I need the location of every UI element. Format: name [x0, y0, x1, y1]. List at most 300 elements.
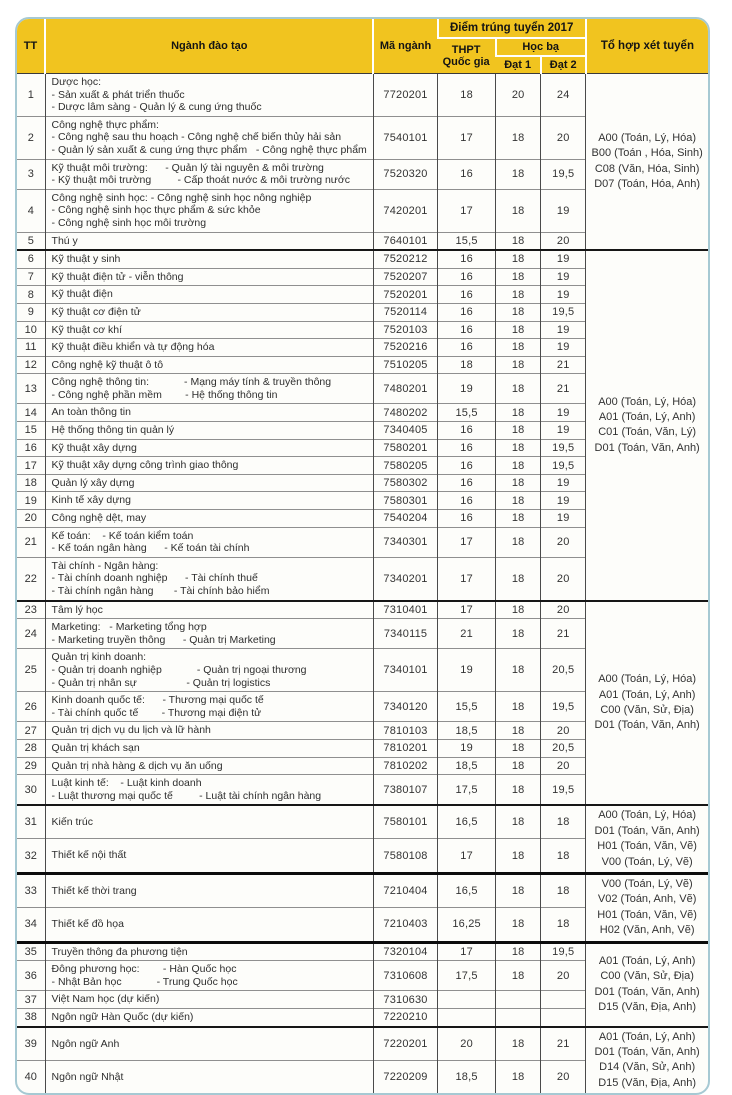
score-dat1-cell: 18: [496, 805, 541, 839]
major-cell: [45, 510, 373, 528]
major-code-cell: 7340201: [373, 557, 437, 600]
score-dat1-cell: 18: [496, 404, 541, 422]
major-line: Kế toán: - Kế toán kiểm toán: [51, 529, 194, 542]
row-number-cell: 15: [17, 422, 45, 440]
major-line: Công nghệ dệt, may: [51, 512, 147, 525]
major-line: - Tài chính doanh nghiệp - Tài chính thuế: [51, 572, 258, 585]
combo-line: D01 (Toán, Văn, Anh): [594, 824, 700, 837]
major-code-cell: 7580302: [373, 474, 437, 492]
score-dat1-cell: 18: [496, 757, 541, 775]
combo-line: D01 (Toán, Văn, Anh): [594, 441, 700, 454]
combo-line: A00 (Toán, Lý, Hóa): [598, 395, 697, 408]
score-dat2-cell: 19,5: [541, 457, 586, 475]
score-dat1-cell: 18: [496, 1061, 541, 1093]
major-code-cell: 7340120: [373, 692, 437, 722]
major-cell: [45, 250, 373, 268]
score-dat2-cell: 19,5: [541, 775, 586, 806]
combo-line: A00 (Toán, Lý, Hóa): [598, 673, 697, 686]
major-cell: [45, 991, 373, 1009]
major-code-cell: 7210403: [373, 908, 437, 942]
row-number-cell: 28: [17, 739, 45, 757]
major-cell: [45, 1061, 373, 1093]
table-row: [17, 805, 708, 839]
score-thpt-cell: 18: [438, 356, 496, 374]
score-dat2-cell: 19: [541, 474, 586, 492]
score-dat2-cell: 20: [541, 116, 586, 159]
row-number-cell: 32: [17, 839, 45, 874]
row-number-cell: 33: [17, 873, 45, 907]
major-cell: [45, 908, 373, 942]
score-thpt-cell: 20: [438, 1027, 496, 1061]
major-cell: [45, 1027, 373, 1061]
score-dat2-cell: 18: [541, 805, 586, 839]
score-dat2-cell: [541, 991, 586, 1009]
combo-line: D01 (Toán, Văn, Anh): [594, 985, 700, 998]
row-number-cell: 31: [17, 805, 45, 839]
major-line: Thiết kế đồ họa: [51, 918, 124, 931]
score-dat1-cell: 18: [496, 510, 541, 528]
major-code-cell: 7210404: [373, 873, 437, 907]
score-thpt-cell: 16: [438, 268, 496, 286]
score-thpt-cell: 18,5: [438, 1061, 496, 1093]
major-code-cell: 7310608: [373, 961, 437, 991]
combo-line: V00 (Toán, Lý, Vẽ): [601, 877, 693, 890]
major-line: Kỹ thuật điện: [51, 288, 113, 301]
combo-cell: [586, 873, 708, 942]
admission-table-container: [15, 17, 710, 1095]
row-number-cell: 12: [17, 356, 45, 374]
score-dat2-cell: 19: [541, 189, 586, 232]
major-line: Việt Nam học (dự kiến): [51, 993, 160, 1006]
score-dat1-cell: 18: [496, 321, 541, 339]
major-line: Kỹ thuật cơ khí: [51, 323, 123, 336]
major-code-cell: 7310630: [373, 991, 437, 1009]
score-dat2-cell: 20: [541, 527, 586, 557]
score-thpt-cell: 16: [438, 303, 496, 321]
combo-cell: [586, 74, 708, 251]
major-line: - Kế toán ngân hàng - Kế toán tài chính: [51, 542, 250, 555]
combo-line: A00 (Toán, Lý, Hóa): [598, 131, 697, 144]
row-number-cell: 29: [17, 757, 45, 775]
score-thpt-cell: 16: [438, 510, 496, 528]
admission-score-table: [17, 19, 708, 1093]
major-code-cell: 7220209: [373, 1061, 437, 1093]
major-code-cell: 7510205: [373, 356, 437, 374]
combo-line: D15 (Văn, Địa, Anh): [598, 1076, 697, 1089]
score-thpt-cell: 16,5: [438, 873, 496, 907]
major-cell: [45, 492, 373, 510]
major-line: Kỹ thuật cơ điện tử: [51, 305, 141, 318]
major-line: - Luật thương mại quốc tế - Luật tài chính ngân hàng: [51, 789, 322, 802]
row-number-cell: 27: [17, 722, 45, 740]
score-dat2-cell: 24: [541, 74, 586, 117]
score-dat1-cell: 18: [496, 286, 541, 304]
table-row: [17, 601, 708, 619]
score-dat2-cell: 19: [541, 510, 586, 528]
score-dat2-cell: 20,5: [541, 649, 586, 692]
score-dat2-cell: 19: [541, 339, 586, 357]
score-dat2-cell: 19: [541, 422, 586, 440]
major-cell: [45, 692, 373, 722]
score-dat1-cell: 18: [496, 189, 541, 232]
major-code-cell: 7420201: [373, 189, 437, 232]
major-code-cell: 7810202: [373, 757, 437, 775]
score-dat2-cell: 19: [541, 268, 586, 286]
score-thpt-cell: 17: [438, 116, 496, 159]
row-number-cell: 22: [17, 557, 45, 600]
row-number-cell: 30: [17, 775, 45, 806]
combo-line: H02 (Văn, Anh, Vẽ): [599, 924, 695, 937]
major-line: Quản trị khách sạn: [51, 741, 140, 754]
score-dat2-cell: 20: [541, 1061, 586, 1093]
major-line: - Marketing truyền thông - Quản trị Marketing: [51, 633, 276, 646]
combo-line: C01 (Toán, Văn, Lý): [598, 426, 697, 439]
major-code-cell: 7520114: [373, 303, 437, 321]
row-number-cell: 16: [17, 439, 45, 457]
major-cell: [45, 474, 373, 492]
row-number-cell: 18: [17, 474, 45, 492]
score-thpt-cell: 16: [438, 422, 496, 440]
score-thpt-cell: 16: [438, 321, 496, 339]
major-code-cell: 7340101: [373, 649, 437, 692]
row-number-cell: 3: [17, 159, 45, 189]
score-dat1-cell: 18: [496, 339, 541, 357]
score-dat2-cell: 20: [541, 722, 586, 740]
major-cell: [45, 873, 373, 907]
major-line: Kỹ thuật môi trường: - Quản lý tài nguyên & môi trường: [51, 161, 324, 174]
major-line: Luật kinh tế: - Luật kinh doanh: [51, 777, 202, 790]
row-number-cell: 25: [17, 649, 45, 692]
score-dat2-cell: 19,5: [541, 692, 586, 722]
combo-cell: [586, 250, 708, 600]
header-dat1: Đạt 1: [496, 56, 541, 74]
major-cell: [45, 457, 373, 475]
score-thpt-cell: 17: [438, 601, 496, 619]
header-code: Mã ngành: [373, 19, 437, 74]
major-line: Công nghệ thực phẩm:: [51, 118, 159, 131]
major-cell: [45, 404, 373, 422]
major-code-cell: 7810103: [373, 722, 437, 740]
combo-line: C00 (Văn, Sử, Địa): [600, 970, 694, 983]
header-thpt: THPT Quốc gia: [438, 38, 496, 74]
major-line: Thiết kế thời trang: [51, 884, 137, 897]
combo-line: H01 (Toán, Văn, Vẽ): [597, 840, 697, 853]
major-code-cell: 7480201: [373, 374, 437, 404]
combo-line: H01 (Toán, Văn, Vẽ): [597, 908, 697, 921]
score-dat2-cell: 19: [541, 404, 586, 422]
score-dat2-cell: 21: [541, 619, 586, 649]
major-cell: [45, 286, 373, 304]
table-header: [17, 19, 708, 74]
combo-cell: [586, 1027, 708, 1094]
header-combos: Tổ hợp xét tuyển: [586, 19, 708, 74]
row-number-cell: 11: [17, 339, 45, 357]
score-thpt-cell: 16: [438, 339, 496, 357]
score-dat1-cell: 18: [496, 439, 541, 457]
score-dat1-cell: 18: [496, 457, 541, 475]
major-cell: [45, 557, 373, 600]
major-line: - Công nghệ sau thu hoạch - Công nghệ chế biến thủy hải sản: [51, 131, 342, 144]
major-cell: [45, 839, 373, 874]
major-cell: [45, 321, 373, 339]
major-line: - Công nghệ sinh học thực phẩm & sức khỏe: [51, 204, 261, 217]
score-thpt-cell: 21: [438, 619, 496, 649]
row-number-cell: 39: [17, 1027, 45, 1061]
row-number-cell: 35: [17, 942, 45, 961]
major-line: - Quản trị doanh nghiệp - Quản trị ngoại thương: [51, 663, 307, 676]
score-dat1-cell: 18: [496, 422, 541, 440]
score-thpt-cell: 16: [438, 492, 496, 510]
header-tt: TT: [17, 19, 45, 74]
row-number-cell: 5: [17, 232, 45, 250]
combo-line: D01 (Toán, Văn, Anh): [594, 719, 700, 732]
table-body: [17, 74, 708, 1094]
major-code-cell: 7810201: [373, 739, 437, 757]
major-line: Công nghệ sinh học: - Công nghệ sinh học nông nghiệp: [51, 191, 312, 204]
score-dat1-cell: [496, 991, 541, 1009]
header-major: Ngành đào tạo: [45, 19, 373, 74]
major-line: - Tài chính quốc tế - Thương mại điện tử: [51, 706, 262, 719]
score-thpt-cell: 15,5: [438, 404, 496, 422]
major-line: Tâm lý học: [51, 603, 103, 616]
major-line: Kinh tế xây dựng: [51, 494, 131, 507]
score-thpt-cell: 18: [438, 74, 496, 117]
table-row: [17, 942, 708, 961]
major-line: Công nghệ kỹ thuật ô tô: [51, 358, 164, 371]
major-cell: [45, 775, 373, 806]
major-line: Ngôn ngữ Anh: [51, 1037, 120, 1050]
score-dat1-cell: 18: [496, 492, 541, 510]
major-line: Kỹ thuật xây dựng: [51, 441, 137, 454]
major-code-cell: 7720201: [373, 74, 437, 117]
major-code-cell: 7580205: [373, 457, 437, 475]
score-dat1-cell: 18: [496, 775, 541, 806]
score-dat2-cell: 19,5: [541, 439, 586, 457]
score-dat2-cell: 19,5: [541, 942, 586, 961]
row-number-cell: 34: [17, 908, 45, 942]
score-dat1-cell: 18: [496, 601, 541, 619]
score-dat1-cell: 18: [496, 268, 541, 286]
score-dat2-cell: 20: [541, 961, 586, 991]
major-line: Kinh doanh quốc tế: - Thương mại quốc tế: [51, 694, 264, 707]
table-row: [17, 1027, 708, 1061]
score-dat1-cell: 18: [496, 692, 541, 722]
major-line: Kỹ thuật y sinh: [51, 253, 121, 266]
major-cell: [45, 649, 373, 692]
combo-line: A00 (Toán, Lý, Hóa): [598, 809, 697, 822]
major-cell: [45, 159, 373, 189]
major-line: Quản trị nhà hàng & dịch vụ ăn uống: [51, 759, 223, 772]
combo-cell: [586, 942, 708, 1026]
major-cell: [45, 268, 373, 286]
combo-line: D15 (Văn, Địa, Anh): [598, 1000, 697, 1013]
score-thpt-cell: 18,5: [438, 757, 496, 775]
combo-line: V00 (Toán, Lý, Vẽ): [601, 855, 693, 868]
score-dat2-cell: 21: [541, 374, 586, 404]
major-line: - Công nghệ sinh học môi trường: [51, 216, 207, 229]
row-number-cell: 14: [17, 404, 45, 422]
score-thpt-cell: [438, 991, 496, 1009]
major-cell: [45, 527, 373, 557]
score-dat1-cell: 18: [496, 374, 541, 404]
major-code-cell: 7380107: [373, 775, 437, 806]
row-number-cell: 8: [17, 286, 45, 304]
row-number-cell: 36: [17, 961, 45, 991]
major-cell: [45, 74, 373, 117]
row-number-cell: 23: [17, 601, 45, 619]
score-dat1-cell: 18: [496, 303, 541, 321]
row-number-cell: 9: [17, 303, 45, 321]
major-line: Truyền thông đa phương tiện: [51, 945, 188, 958]
row-number-cell: 19: [17, 492, 45, 510]
score-thpt-cell: 17: [438, 942, 496, 961]
major-line: - Sản xuất & phát triển thuốc: [51, 88, 185, 101]
major-line: Kỹ thuật xây dựng công trình giao thông: [51, 459, 239, 472]
score-dat1-cell: 18: [496, 1027, 541, 1061]
row-number-cell: 21: [17, 527, 45, 557]
major-line: An toàn thông tin: [51, 406, 131, 419]
major-line: Ngôn ngữ Hàn Quốc (dự kiến): [51, 1010, 194, 1023]
score-dat1-cell: 18: [496, 839, 541, 874]
score-dat1-cell: 18: [496, 942, 541, 961]
combo-line: D01 (Toán, Văn, Anh): [594, 1045, 700, 1058]
major-cell: [45, 439, 373, 457]
score-thpt-cell: 17: [438, 839, 496, 874]
row-number-cell: 37: [17, 991, 45, 1009]
major-code-cell: 7520212: [373, 250, 437, 268]
combo-cell: [586, 601, 708, 806]
major-cell: [45, 722, 373, 740]
score-dat2-cell: 19,5: [541, 303, 586, 321]
score-dat1-cell: 18: [496, 232, 541, 250]
score-thpt-cell: 19: [438, 374, 496, 404]
score-dat2-cell: 21: [541, 1027, 586, 1061]
score-dat1-cell: 18: [496, 474, 541, 492]
score-dat2-cell: 21: [541, 356, 586, 374]
major-code-cell: 7540204: [373, 510, 437, 528]
score-thpt-cell: 17,5: [438, 775, 496, 806]
major-code-cell: 7540101: [373, 116, 437, 159]
score-thpt-cell: 18,5: [438, 722, 496, 740]
major-cell: [45, 961, 373, 991]
combo-line: A01 (Toán, Lý, Anh): [598, 954, 696, 967]
score-dat2-cell: 19: [541, 321, 586, 339]
table-row: [17, 250, 708, 268]
score-dat1-cell: 18: [496, 356, 541, 374]
combo-line: B00 (Toán , Hóa, Sinh): [591, 147, 703, 160]
major-line: - Dược lâm sàng - Quản lý & cung ứng thuốc: [51, 101, 262, 114]
score-dat2-cell: 20: [541, 601, 586, 619]
score-dat1-cell: 18: [496, 619, 541, 649]
score-thpt-cell: 16: [438, 439, 496, 457]
major-line: - Nhật Bản học - Trung Quốc học: [51, 975, 238, 988]
row-number-cell: 40: [17, 1061, 45, 1093]
score-thpt-cell: 16: [438, 457, 496, 475]
row-number-cell: 17: [17, 457, 45, 475]
major-line: Ngôn ngữ Nhật: [51, 1070, 124, 1083]
score-dat2-cell: 19: [541, 286, 586, 304]
major-line: Thú y: [51, 234, 78, 247]
table-row: [17, 74, 708, 117]
major-cell: [45, 422, 373, 440]
score-dat2-cell: 20: [541, 757, 586, 775]
score-dat1-cell: 18: [496, 908, 541, 942]
major-code-cell: 7580108: [373, 839, 437, 874]
major-line: - Công nghệ phần mềm - Hệ thống thông tin: [51, 388, 278, 401]
score-thpt-cell: 16: [438, 159, 496, 189]
major-cell: [45, 339, 373, 357]
score-dat1-cell: 18: [496, 649, 541, 692]
major-line: Kỹ thuật điện tử - viễn thông: [51, 270, 184, 283]
score-thpt-cell: 15,5: [438, 232, 496, 250]
major-line: Đông phương học: - Hàn Quốc học: [51, 963, 237, 976]
major-code-cell: 7520103: [373, 321, 437, 339]
row-number-cell: 6: [17, 250, 45, 268]
score-thpt-cell: 17: [438, 189, 496, 232]
row-number-cell: 13: [17, 374, 45, 404]
major-code-cell: 7520320: [373, 159, 437, 189]
major-line: Thiết kế nội thất: [51, 849, 127, 862]
major-line: Kỹ thuật điều khiển và tự động hóa: [51, 341, 215, 354]
major-line: - Kỹ thuật môi trường - Cấp thoát nước & môi trường nước: [51, 174, 350, 187]
score-dat1-cell: 18: [496, 739, 541, 757]
score-dat1-cell: 18: [496, 557, 541, 600]
combo-line: C08 (Văn, Hóa, Sinh): [594, 162, 700, 175]
score-dat2-cell: 19: [541, 250, 586, 268]
combo-line: D14 (Văn, Sử, Anh): [599, 1061, 696, 1074]
major-cell: [45, 942, 373, 961]
score-dat2-cell: 18: [541, 873, 586, 907]
score-dat1-cell: 18: [496, 722, 541, 740]
row-number-cell: 7: [17, 268, 45, 286]
row-number-cell: 24: [17, 619, 45, 649]
combo-line: D07 (Toán, Hóa, Anh): [594, 177, 701, 190]
score-dat2-cell: 20: [541, 232, 586, 250]
major-code-cell: 7310401: [373, 601, 437, 619]
score-dat1-cell: 18: [496, 159, 541, 189]
major-cell: [45, 356, 373, 374]
row-number-cell: 38: [17, 1008, 45, 1026]
combo-line: A01 (Toán, Lý, Anh): [598, 688, 696, 701]
header-hocba: Học bạ: [496, 38, 586, 56]
major-code-cell: 7580101: [373, 805, 437, 839]
score-dat1-cell: 18: [496, 961, 541, 991]
score-dat1-cell: 18: [496, 527, 541, 557]
combo-line: A01 (Toán, Lý, Anh): [598, 410, 696, 423]
score-thpt-cell: 19: [438, 739, 496, 757]
table-row: [17, 873, 708, 907]
row-number-cell: 1: [17, 74, 45, 117]
major-line: Marketing: - Marketing tổng hợp: [51, 621, 207, 634]
major-line: Công nghệ thông tin: - Mạng máy tính & truyền thông: [51, 376, 332, 389]
score-dat1-cell: 18: [496, 116, 541, 159]
combo-line: C00 (Văn, Sử, Địa): [600, 703, 694, 716]
score-dat2-cell: 18: [541, 839, 586, 874]
major-line: Hệ thống thông tin quản lý: [51, 424, 175, 437]
major-cell: [45, 374, 373, 404]
major-code-cell: 7480202: [373, 404, 437, 422]
score-dat2-cell: 18: [541, 908, 586, 942]
score-thpt-cell: 15,5: [438, 692, 496, 722]
score-dat2-cell: 20: [541, 557, 586, 600]
score-dat2-cell: 20,5: [541, 739, 586, 757]
major-code-cell: 7320104: [373, 942, 437, 961]
major-code-cell: 7640101: [373, 232, 437, 250]
major-line: - Quản trị nhân sự - Quản trị logistics: [51, 676, 271, 689]
major-code-cell: 7220210: [373, 1008, 437, 1026]
score-thpt-cell: 17: [438, 527, 496, 557]
major-cell: [45, 757, 373, 775]
